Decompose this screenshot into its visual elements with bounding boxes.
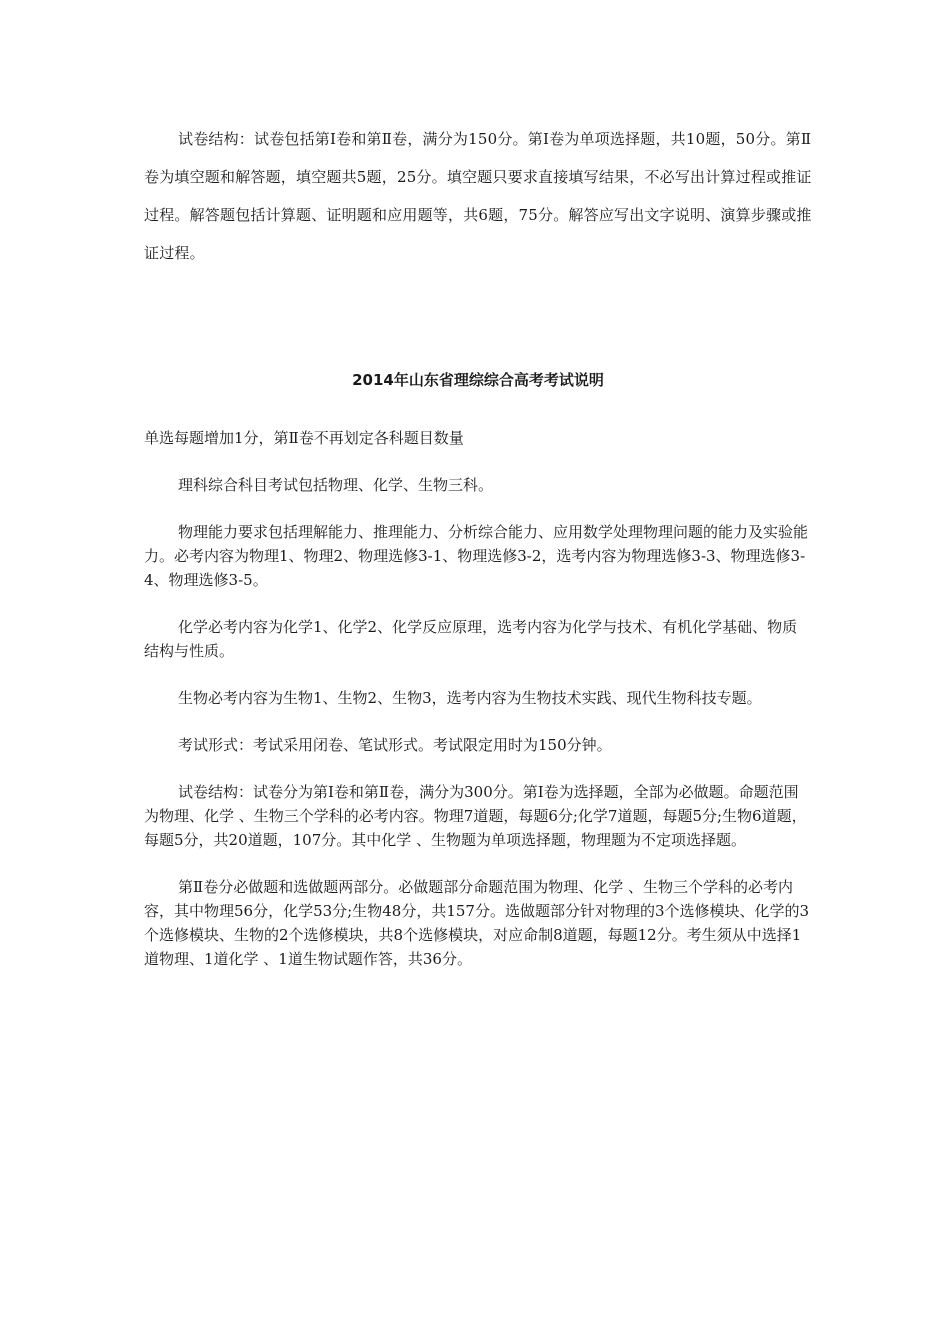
- paragraph-part-two: 第Ⅱ卷分必做题和选做题两部分。必做题部分命题范围为物理、化学 、生物三个学科的必考内容，其中物理56分，化学53分;生物48分，共157分。选做题部分针对物理的3个选修模块、化学的3个选修模块、生物的2个选修模块，共8个选修模块，对应命制8道题，每题12分。考生须从中选择1道物理、1道化学 、1道生物试题作答，共36分。: [144, 878, 810, 968]
- paragraph-exam-format: 考试形式：考试采用闭卷、笔试形式。考试限定用时为150分钟。: [178, 736, 612, 754]
- paragraph-physics: 物理能力要求包括理解能力、推理能力、分析综合能力、应用数学处理物理问题的能力及实验能力。必考内容为物理1、物理2、物理选修3-1、物理选修3-2，选考内容为物理选修3-3、物理选修3-4、物理选修3-5。: [144, 523, 809, 589]
- exam-description: [144, 473, 812, 994]
- change-note: 单选每题增加1分，第Ⅱ卷不再划定各科题目数量: [144, 429, 464, 447]
- intro-text: 试卷结构：试卷包括第Ⅰ卷和第Ⅱ卷，满分为150分。第Ⅰ卷为单项选择题，共10题，50分。第Ⅱ卷为填空题和解答题，填空题共5题，25分。填空题只要求直接填写结果，不必写出计算过程或推证过程。解答题包括计算题、证明题和应用题等，共6题，75分。解答应写出文字说明、演算步骤或推证过程。: [144, 130, 812, 262]
- page-title: 2014年山东省理综综合高考考试说明: [352, 371, 604, 389]
- paragraph-chemistry: 化学必考内容为化学1、化学2、化学反应原理，选考内容为化学与技术、有机化学基础、物质结构与性质。: [144, 618, 798, 660]
- paragraph-biology: 生物必考内容为生物1、生物2、生物3，选考内容为生物技术实践、现代生物科技专题。: [178, 689, 762, 707]
- intro-paragraph: [144, 120, 812, 272]
- paragraph-paper-structure: 试卷结构：试卷分为第Ⅰ卷和第Ⅱ卷，满分为300分。第Ⅰ卷为选择题，全部为必做题。命题范围为物理、化学 、生物三个学科的必考内容。物理7道题，每题6分;化学7道题，每题5分;生物6道题，每题5分，共20道题，107分。其中化学 、生物题为单项选择题，物理题为不定项选择题。: [144, 783, 807, 849]
- paragraph-subjects: 理科综合科目考试包括物理、化学、生物三科。: [178, 476, 494, 494]
